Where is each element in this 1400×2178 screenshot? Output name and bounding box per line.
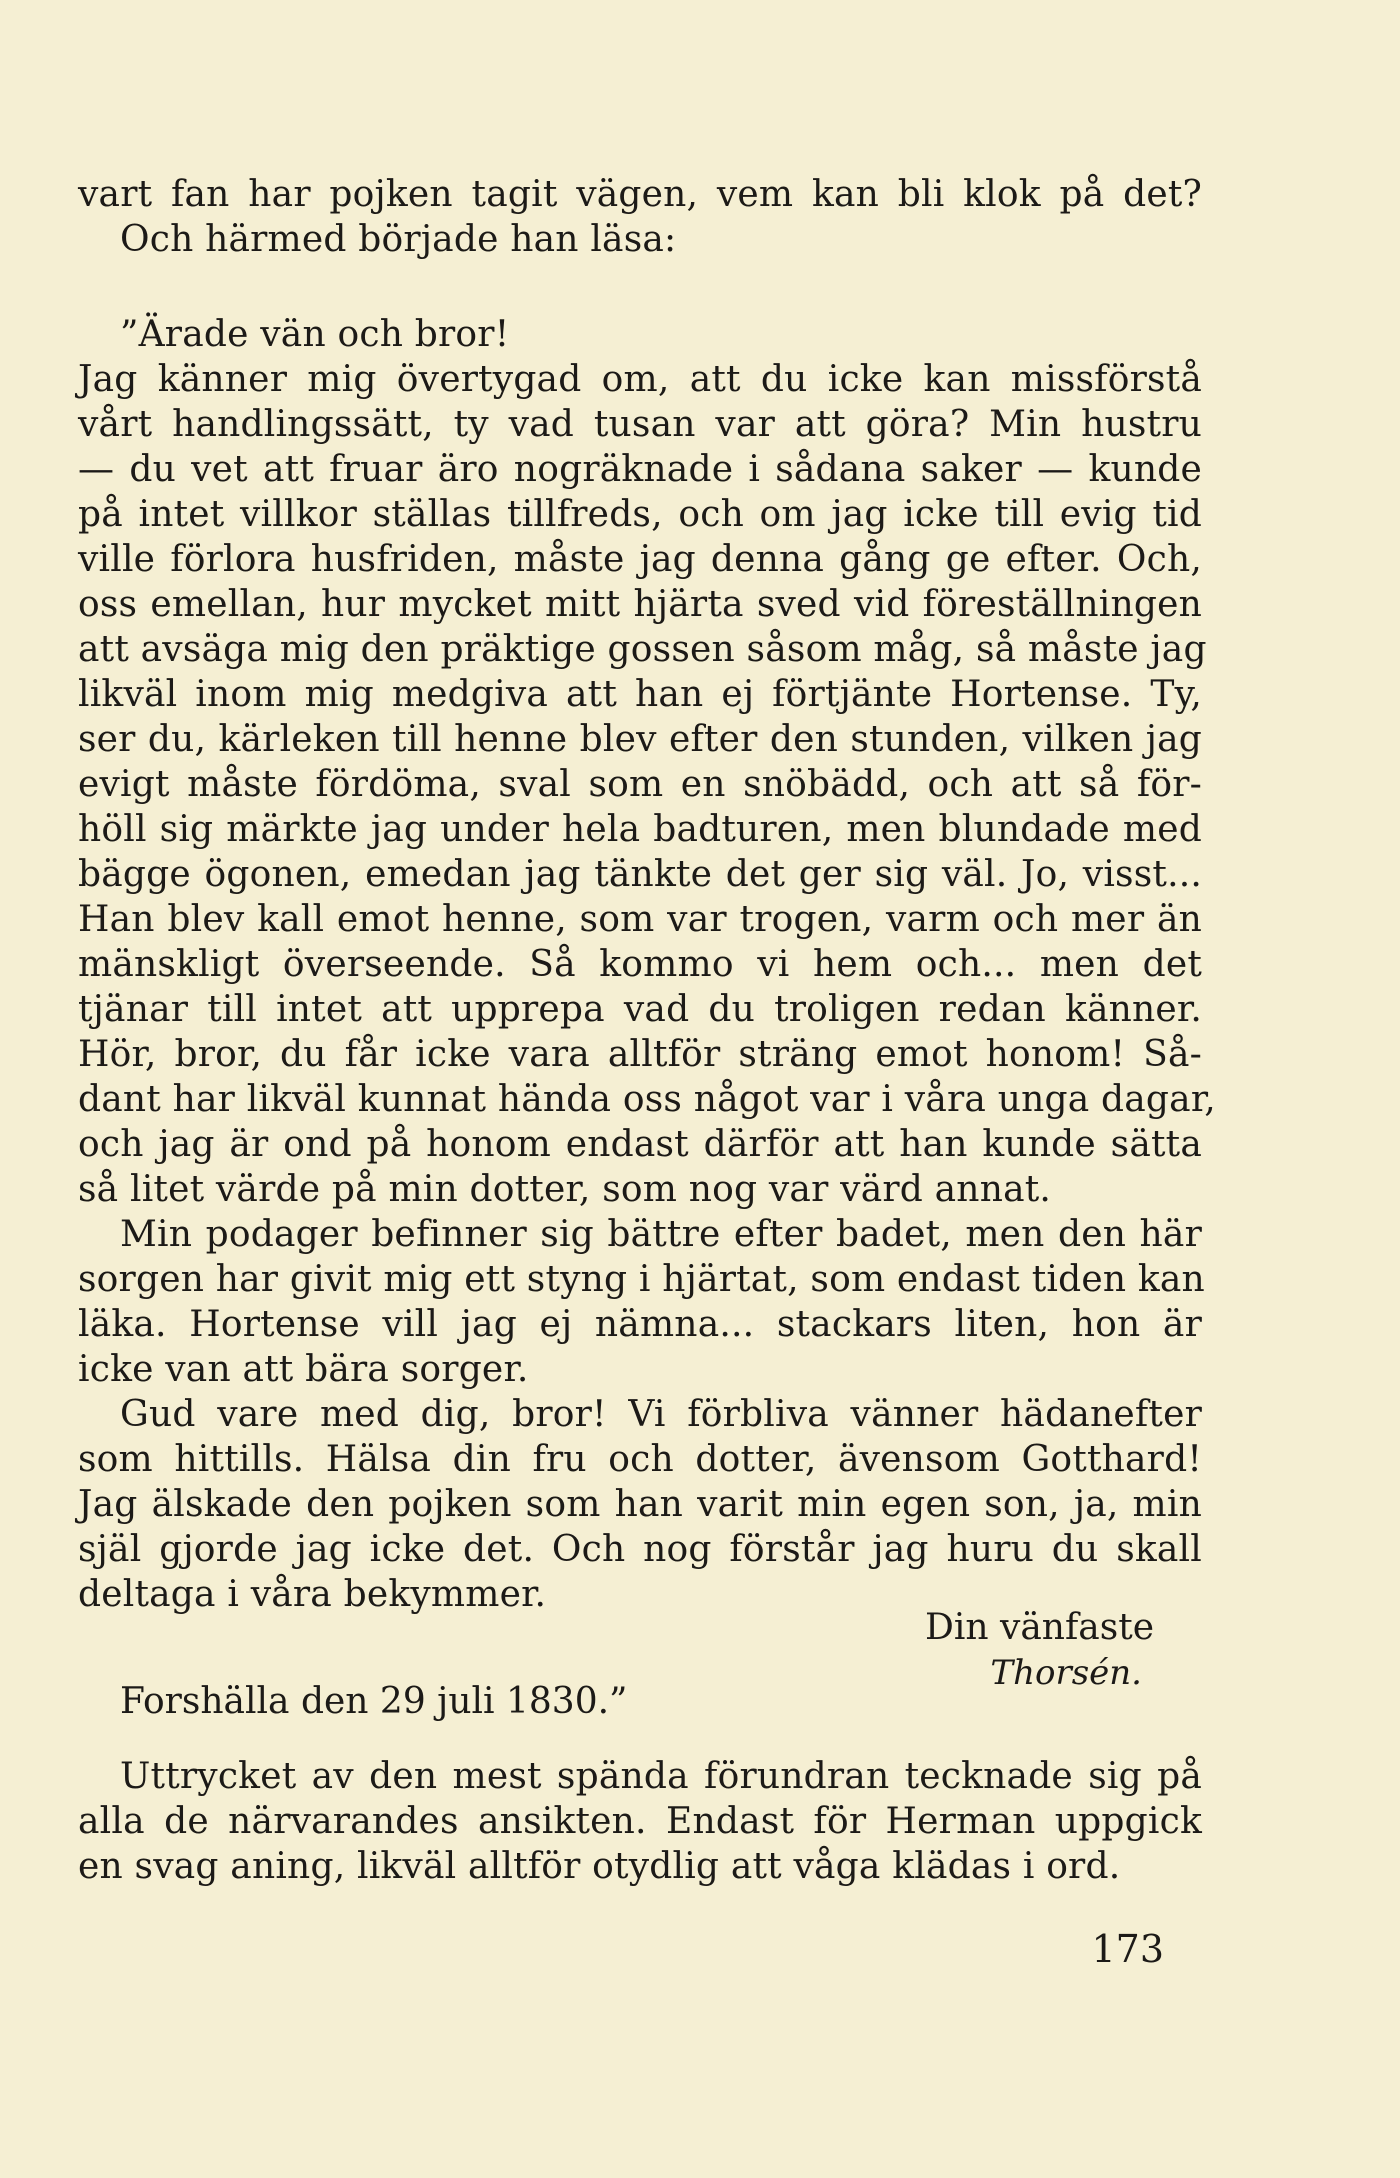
text-line: vårt handlingssätt, ty vad tusan var att göra? Min hustru	[78, 404, 1202, 445]
text-line: att avsäga mig den präktige gossen såsom måg, så måste jag	[78, 629, 1207, 670]
text-line: Hör, bror, du får icke vara alltför sträng emot honom! Så-	[78, 1034, 1202, 1075]
text-line: dant har likväl kunnat hända oss något var i våra unga dagar,	[78, 1079, 1216, 1120]
text-line: mänskligt överseende. Så kommo vi hem och... men det	[78, 944, 1202, 985]
text-line: vart fan har pojken tagit vägen, vem kan bli klok på det?	[78, 174, 1202, 215]
closing-paragraph	[78, 1754, 1202, 1889]
text-line: Jag älskade den pojken som han varit min egen son, ja, min	[78, 1484, 1202, 1525]
text-line: Och härmed började han läsa:	[120, 219, 677, 260]
text-line: läka. Hortense vill jag ej nämna... stackars liten, hon är	[78, 1304, 1202, 1345]
text-line: en svag aning, likväl alltför otydlig att våga klädas i ord.	[78, 1846, 1121, 1887]
text-line: alla de närvarandes ansikten. Endast för Herman uppgick	[78, 1801, 1202, 1842]
letter-paragraph-3	[78, 1392, 1202, 1617]
text-line: sorgen har givit mig ett styng i hjärtat, som endast tiden kan	[78, 1259, 1205, 1300]
letter-paragraph-2	[78, 1212, 1205, 1392]
text-line: själ gjorde jag icke det. Och nog förstår jag huru du skall	[78, 1529, 1202, 1570]
text-line: tjänar till intet att upprepa vad du troligen redan känner.	[78, 989, 1202, 1030]
intro-paragraph	[78, 172, 1202, 262]
letter-signature: Thorsén.	[990, 1653, 1142, 1693]
text-line: på intet villkor ställas tillfreds, och om jag icke till evig tid	[78, 494, 1202, 535]
text-line: ville förlora husfriden, måste jag denna gång ge efter. Och,	[78, 539, 1202, 580]
text-line: oss emellan, hur mycket mitt hjärta sved vid föreställningen	[78, 584, 1202, 625]
letter-paragraph-1	[78, 357, 1216, 1212]
text-line: som hittills. Hälsa din fru och dotter, ävensom Gotthard!	[78, 1439, 1202, 1480]
text-line: likväl inom mig medgiva att han ej förtjänte Hortense. Ty,	[78, 674, 1202, 715]
text-line: Han blev kall emot henne, som var trogen, varm och mer än	[78, 899, 1202, 940]
text-line: så litet värde på min dotter, som nog var värd annat.	[78, 1169, 1052, 1210]
text-line: Uttrycket av den mest spända förundran tecknade sig på	[120, 1756, 1202, 1797]
text-line: bägge ögonen, emedan jag tänkte det ger sig väl. Jo, visst...	[78, 854, 1202, 895]
letter-body	[78, 357, 1216, 1617]
text-line: evigt måste fördöma, sval som en snöbädd, och att så för-	[78, 764, 1202, 805]
text-line: höll sig märkte jag under hela badturen, men blundade med	[78, 809, 1202, 850]
greeting-line: ”Ärade vän och bror!	[120, 314, 510, 355]
text-line: Gud vare med dig, bror! Vi förbliva vänner hädanefter	[120, 1394, 1202, 1435]
letter-greeting	[78, 312, 1202, 357]
letter-closing	[78, 1605, 1202, 1722]
text-line: ser du, kärleken till henne blev efter den stunden, vilken jag	[78, 719, 1202, 760]
text-line: icke van att bära sorger.	[78, 1349, 529, 1390]
letter-place-date: Forshälla den 29 juli 1830.”	[120, 1681, 628, 1722]
letter-salutation: Din vänfaste	[924, 1607, 1154, 1648]
text-line: deltaga i våra bekymmer.	[78, 1574, 547, 1615]
text-line: Jag känner mig övertygad om, att du icke kan missförstå	[78, 359, 1202, 400]
text-line: — du vet att fruar äro nogräknade i sådana saker — kunde	[78, 449, 1202, 490]
page-number: 173	[1091, 1927, 1164, 1971]
text-line: Min podager befinner sig bättre efter badet, men den här	[120, 1214, 1202, 1255]
text-line: och jag är ond på honom endast därför att han kunde sätta	[78, 1124, 1202, 1165]
